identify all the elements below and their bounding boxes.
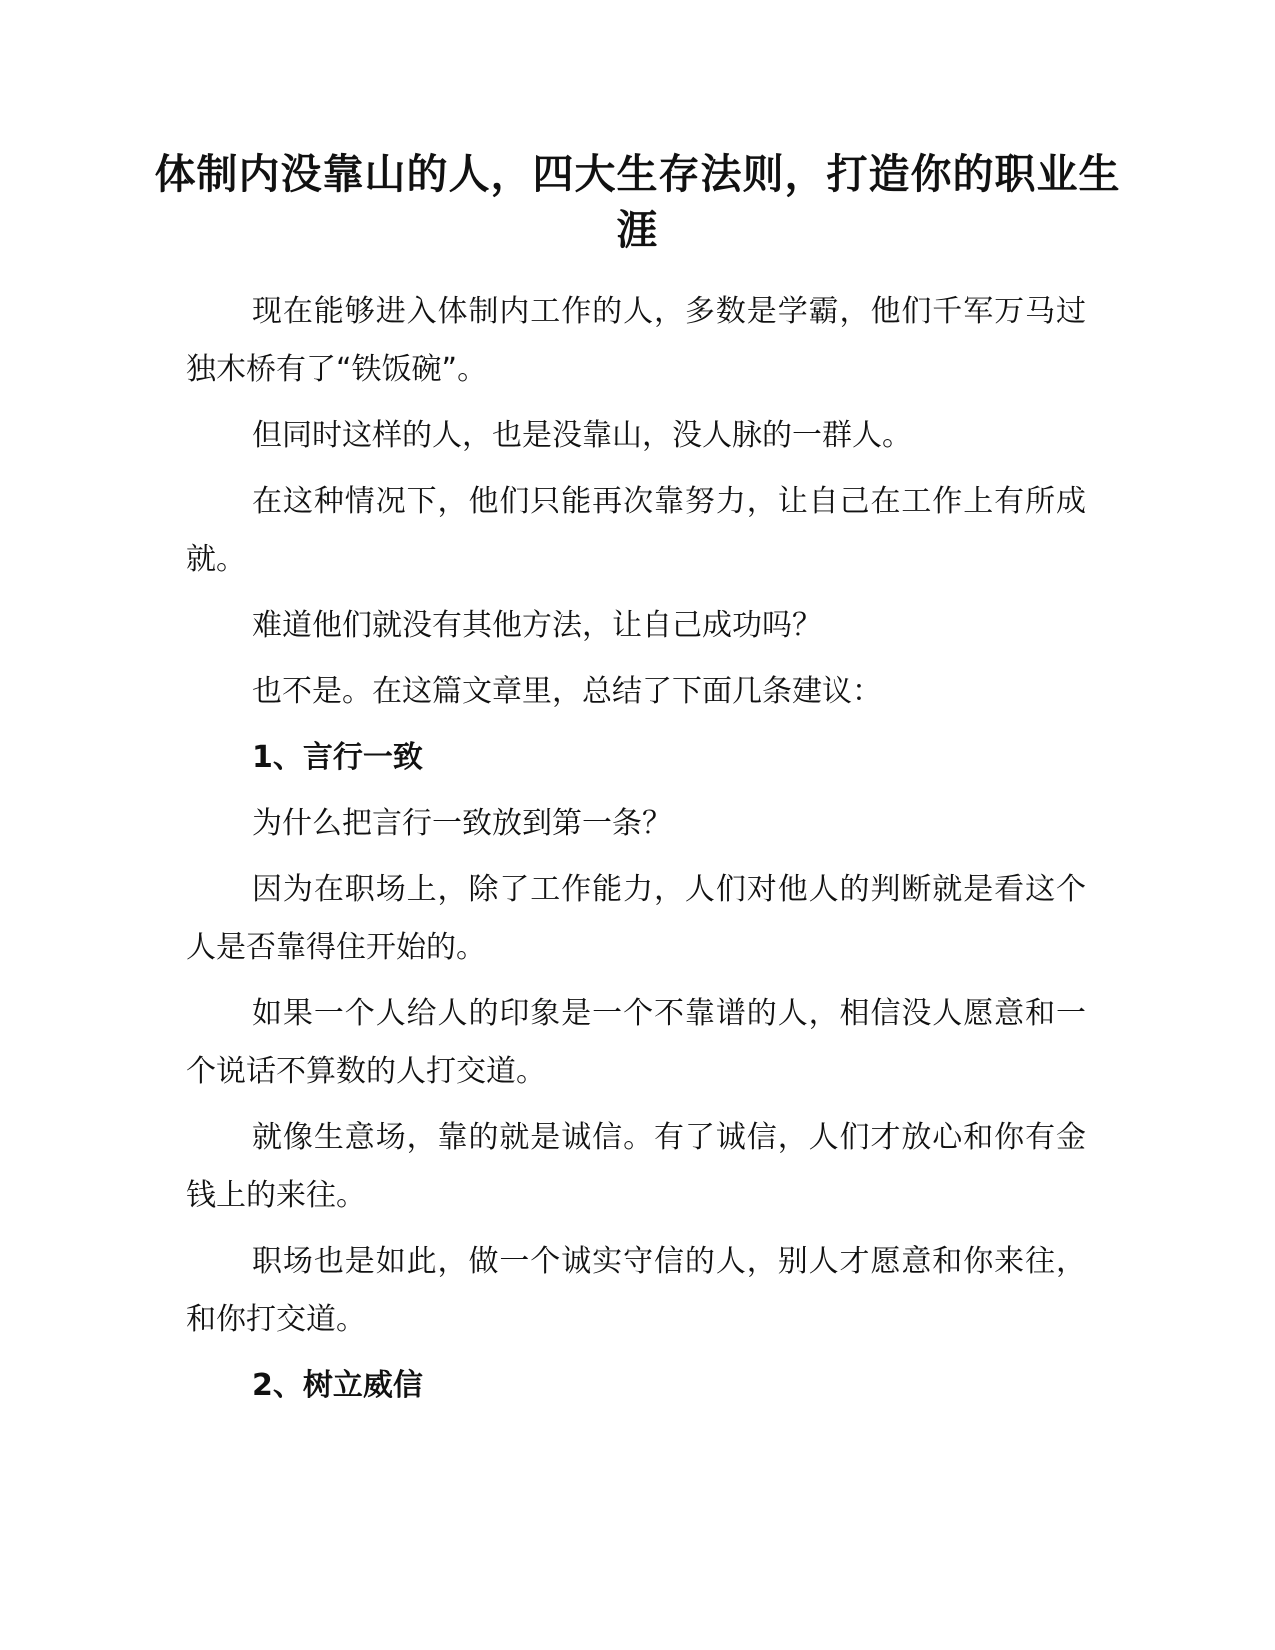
paragraph: 在这种情况下，他们只能再次靠努力，让自己在工作上有所成就。 <box>186 484 1086 577</box>
paragraph: 就像生意场，靠的就是诚信。有了诚信，人们才放心和你有金钱上的来往。 <box>186 1120 1086 1213</box>
paragraph: 难道他们就没有其他方法，让自己成功吗？ <box>252 608 822 643</box>
section-heading: 1、言行一致 <box>252 740 423 775</box>
paragraph: 为什么把言行一致放到第一条？ <box>252 806 672 841</box>
paragraph: 如果一个人给人的印象是一个不靠谱的人，相信没人愿意和一个说话不算数的人打交道。 <box>186 996 1086 1089</box>
paragraph: 现在能够进入体制内工作的人，多数是学霸，他们千军万马过独木桥有了“铁饭碗”。 <box>186 294 1086 387</box>
document-body <box>186 283 1086 1423</box>
paragraph: 也不是。在这篇文章里，总结了下面几条建议： <box>252 674 882 709</box>
paragraph: 职场也是如此，做一个诚实守信的人，别人才愿意和你来往，和你打交道。 <box>186 1244 1086 1337</box>
section-heading: 2、树立威信 <box>252 1368 423 1403</box>
paragraph: 因为在职场上，除了工作能力，人们对他人的判断就是看这个人是否靠得住开始的。 <box>186 872 1086 965</box>
paragraph: 但同时这样的人，也是没靠山，没人脉的一群人。 <box>252 418 912 453</box>
document-title: 体制内没靠山的人，四大生存法则，打造你的职业生涯 <box>154 150 1121 254</box>
